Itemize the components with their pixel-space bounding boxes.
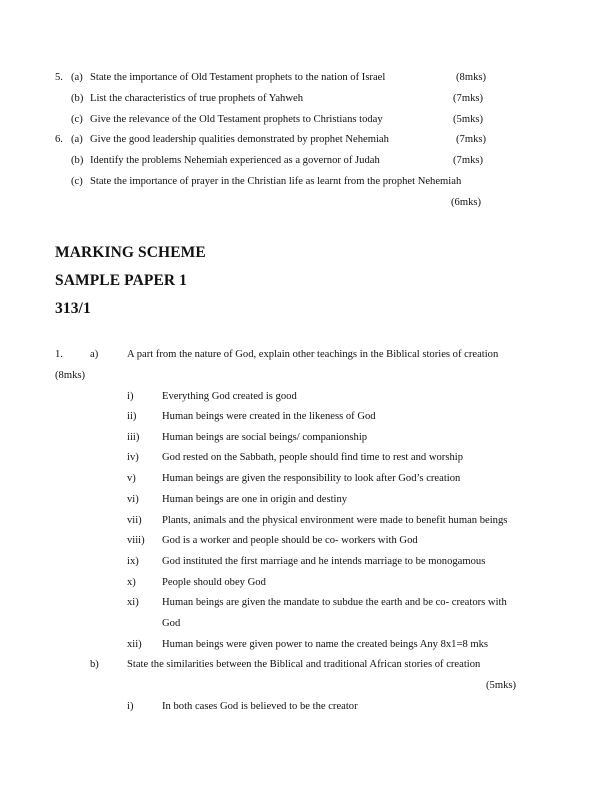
scheme-q1a-text: A part from the nature of God, explain other teachings in the Biblical stories of creation — [127, 349, 499, 360]
scheme-q1b-label: b) — [90, 659, 99, 670]
question-6c-label: (c) — [71, 176, 83, 187]
answer-item-text: Plants, animals and the physical environment were made to benefit human beings — [162, 515, 508, 526]
question-6a-text: Give the good leadership qualities demonstrated by prophet Nehemiah — [90, 134, 389, 145]
question-5c-label: (c) — [71, 114, 83, 125]
question-6b-label: (b) — [71, 155, 84, 166]
answer-item-number: ii) — [127, 411, 137, 422]
scheme-q1b-text: State the similarities between the Biblical and traditional African stories of creation — [127, 659, 481, 670]
answer-item-text: Human beings were created in the likeness of God — [162, 411, 376, 422]
answer-item-text: God instituted the first marriage and he intends marriage to be monogamous — [162, 556, 486, 567]
question-6a-marks: (7mks) — [456, 134, 487, 145]
question-5a-label: (a) — [71, 72, 83, 83]
answer-item-number: viii) — [127, 535, 145, 546]
answer-item-number: iii) — [127, 432, 140, 443]
answer-item-number: ix) — [127, 556, 139, 567]
question-5b-text: List the characteristics of true prophets of Yahweh — [90, 93, 303, 104]
question-5b-marks: (7mks) — [453, 93, 484, 104]
answer-item-text: God is a worker and people should be co- workers with God — [162, 535, 418, 546]
question-5c-marks: (5mks) — [453, 114, 484, 125]
question-5b-label: (b) — [71, 93, 84, 104]
question-5a-marks: (8mks) — [456, 72, 487, 83]
answer-item-text: People should obey God — [162, 577, 266, 588]
heading-marking-scheme: MARKING SCHEME — [55, 244, 206, 261]
answer-item-number: vi) — [127, 494, 139, 505]
answer-item-number: x) — [127, 577, 136, 588]
answer-item-continuation: God — [162, 618, 181, 629]
scheme-q1a-marks: (8mks) — [55, 370, 86, 381]
answer-item-text: Human beings are given the mandate to subdue the earth and be co- creators with — [162, 597, 507, 608]
answer-item-number: v) — [127, 473, 136, 484]
answer-item-text: Human beings were given power to name the created beings Any 8x1=8 mks — [162, 639, 489, 650]
answer-item-text: Human beings are social beings/ companionship — [162, 432, 368, 443]
question-6b-text: Identify the problems Nehemiah experienced as a governor of Judah — [90, 155, 380, 166]
scheme-q1b-marks: (5mks) — [486, 680, 517, 691]
answer-item-number: xii) — [127, 639, 142, 650]
answer-item-text: Human beings are one in origin and destiny — [162, 494, 348, 505]
question-6c-marks: (6mks) — [451, 197, 482, 208]
answer-item-number: i) — [127, 391, 134, 402]
question-5-number: 5. — [55, 72, 63, 83]
answer-item-number: i) — [127, 701, 134, 712]
question-5a-text: State the importance of Old Testament prophets to the nation of Israel — [90, 72, 386, 83]
question-6-number: 6. — [55, 134, 63, 145]
answer-item-text: In both cases God is believed to be the creator — [162, 701, 358, 712]
question-6a-label: (a) — [71, 134, 83, 145]
answer-item-number: iv) — [127, 452, 139, 463]
heading-paper-code: 313/1 — [55, 300, 91, 317]
question-6b-marks: (7mks) — [453, 155, 484, 166]
answer-item-number: xi) — [127, 597, 139, 608]
answer-item-text: God rested on the Sabbath, people should find time to rest and worship — [162, 452, 463, 463]
question-5c-text: Give the relevance of the Old Testament prophets to Christians today — [90, 114, 383, 125]
answer-item-text: Human beings are given the responsibility to look after God’s creation — [162, 473, 461, 484]
answer-item-text: Everything God created is good — [162, 391, 297, 402]
answer-item-number: vii) — [127, 515, 142, 526]
heading-sample-paper: SAMPLE PAPER 1 — [55, 272, 187, 289]
scheme-q1-number: 1. — [55, 349, 63, 360]
scheme-q1a-label: a) — [90, 349, 99, 360]
question-6c-text: State the importance of prayer in the Christian life as learnt from the prophet Nehemiah — [90, 176, 462, 187]
